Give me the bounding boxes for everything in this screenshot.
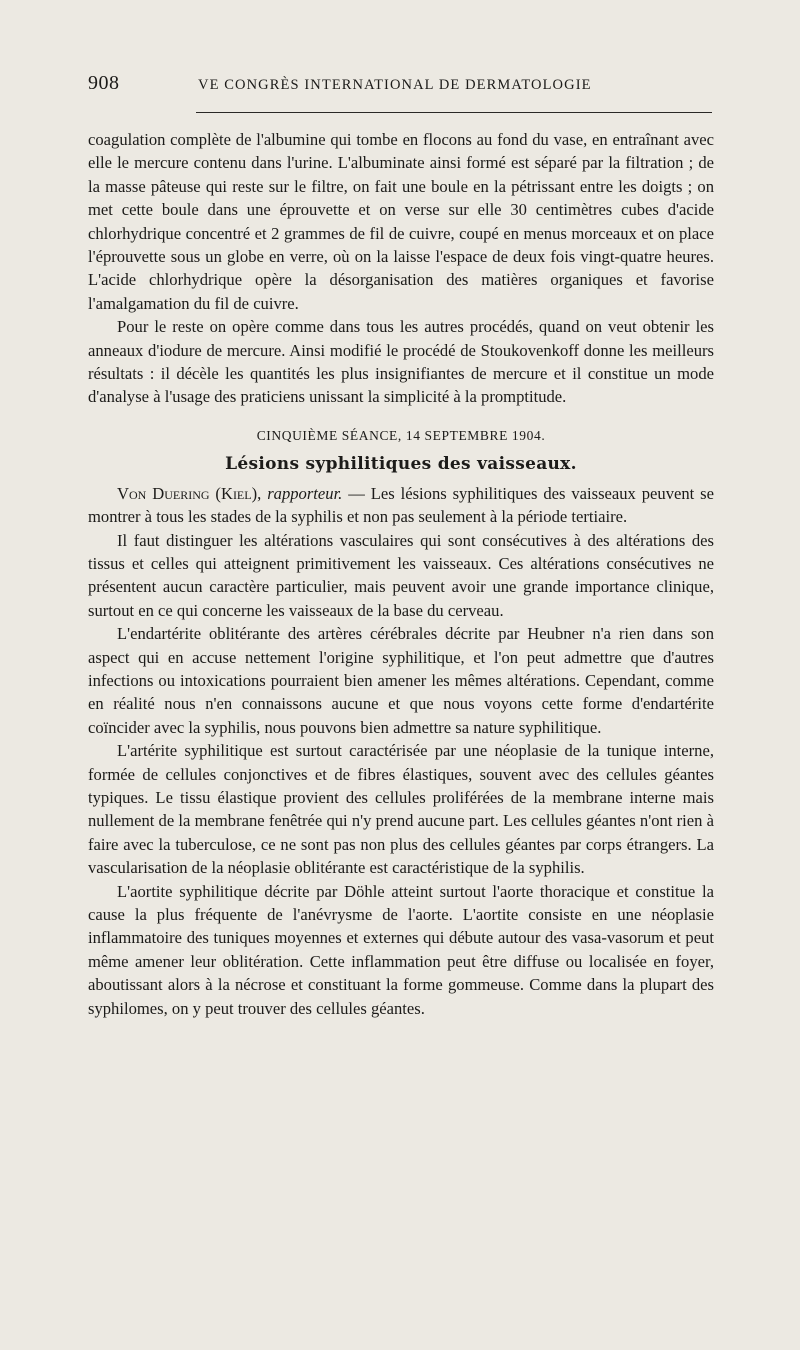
session-heading: CINQUIÈME SÉANCE, 14 SEPTEMBRE 1904. [256,427,546,443]
author-lead-text: — Les lésions syphilitiques des vaisseaux peuvent se montrer à tous les stades de la syphilis et non pas seulement à la période tertiaire. [88,483,714,527]
paragraph: Il faut distinguer les altérations vasculaires qui sont consécutives à des altérations des tissus et celles qui atteignent primitivement les vaisseaux. Ces altérations consécutives ne présentent aucun caractère particulier, mais peuvent avoir une grande importance clinique, surtout en ce qui concerne les vaisseaux de la base du cerveau. [88,530,714,620]
author-name: Von Duering (Kiel), [117,483,262,503]
body-text [88,128,714,1020]
paragraph: coagulation complète de l'albumine qui tombe en flocons au fond du vase, en entraînant avec elle le mercure contenu dans l'urine. L'albuminate ainsi formé est séparé par la filtration ; de la masse pâteuse qui reste sur le filtre, on fait une boule en la pétrissant entre les doigts ; on met cette boule dans une éprouvette et on verse sur elle 30 centimètres cubes d'acide chlorhydrique concentré et 2 grammes de fil de cuivre, coupé en menus morceaux et on place l'éprouvette sous un globe en verre, où on la laisse l'espace de deux fois vingt-quatre heures. L'acide chlorhydrique opère la désorganisation des matières organiques et favorise l'amalgamation du fil de cuivre. [88,130,714,313]
header-rule [196,112,712,113]
paragraph: L'endartérite oblitérante des artères cérébrales décrite par Heubner n'a rien dans son aspect qui en accuse nettement l'origine syphilitique, et l'on peut admettre que d'autres infections ou intoxications pourraient bien amener les mêmes altérations. Cependant, comme en réalité nous n'en connaissons aucune et que nous voyons cette forme d'endartérite coïncider avec la syphilis, nous pouvons bien admettre sa nature syphilitique. [88,624,714,737]
running-title: VE CONGRÈS INTERNATIONAL DE DERMATOLOGIE [198,77,592,93]
author-role: rapporteur. [267,483,343,503]
author-paragraph [88,482,714,529]
page-header [86,72,712,102]
paragraph: L'artérite syphilitique est surtout caractérisée par une néoplasie de la tunique interne, formée de cellules conjonctives et de fibres élastiques, souvent avec des cellules géantes typiques. Le tissu élastique provient des cellules proliférées de la membrane interne mais nullement de la membrane fenêtrée qui n'y prend aucune part. Les cellules géantes n'ont rien à faire avec la tuberculose, ce ne sont pas non plus des cellules géantes par corps étrangers. La vascularisation de la néoplasie oblitérante est caractéristique de la syphilis. [88,741,714,878]
paragraph: L'aortite syphilitique décrite par Döhle atteint surtout l'aorte thoracique et constitue la cause la plus fréquente de l'anévrysme de l'aorte. L'aortite consiste en une néoplasie inflammatoire des tuniques moyennes et externes qui débute autour des vasa-vasorum et peut même amener leur oblitération. Cette inflammation peut être diffuse ou localisée en foyer, aboutissant alors à la nécrose et constituant la forme gommeuse. Comme dans la plupart des syphilomes, on y peut trouver des cellules géantes. [88,881,714,1018]
article-title: Lésions syphilitiques des vaisseaux. [225,454,577,475]
page-number: 908 [88,72,120,94]
paragraph: Pour le reste on opère comme dans tous les autres procédés, quand on veut obtenir les anneaux d'iodure de mercure. Ainsi modifié le procédé de Stoukovenkoff donne les meilleurs résultats : il décèle les quantités les plus insignifiantes de mercure et il constitue un mode d'analyse à l'usage des praticiens unissant la simplicité à la promptitude. [88,317,714,407]
